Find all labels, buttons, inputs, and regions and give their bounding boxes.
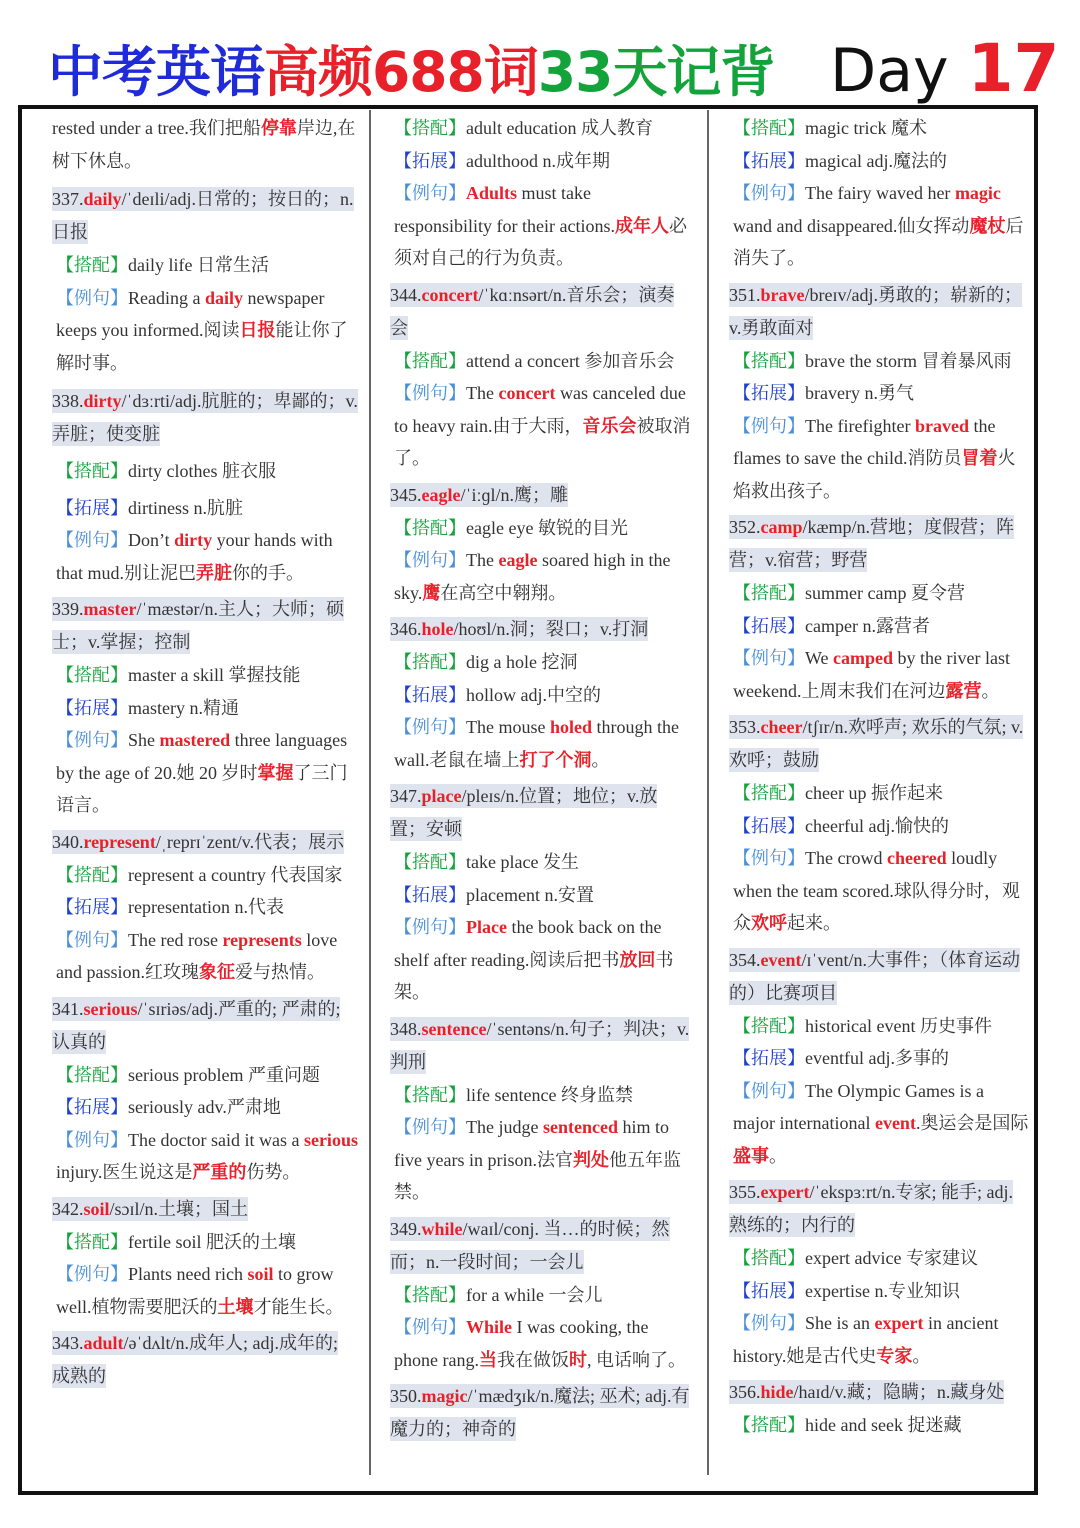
collocation-line: 【搭配】take place 发生 bbox=[394, 852, 579, 872]
extension-line: 【拓展】magical adj.魔法的 bbox=[733, 150, 947, 171]
collocation-line: 【搭配】expert advice 专家建议 bbox=[733, 1248, 978, 1268]
word-entry-347 bbox=[390, 780, 692, 1009]
example-line: 【例句】Place the book back on the shelf after reading.阅读后把书放回书架。 bbox=[394, 917, 674, 1002]
entry-headline: 351.brave/breɪv/adj.勇敢的；崭新的；v.勇敢面对 bbox=[729, 284, 1022, 338]
extension-line: 【拓展】eventful adj.多事的 bbox=[733, 1048, 949, 1068]
entry-headline: 355.expert/ˈekspɜːrt/n.专家; 能手; adj.熟练的；内行的 bbox=[729, 1182, 1014, 1235]
entry-headline: 348.sentence/ˈsentəns/n.句子；判决；v.判刑 bbox=[390, 1018, 690, 1072]
word-entry-346 bbox=[390, 613, 692, 776]
example-line: 【例句】The concert was canceled due to heavy rain.由于大雨，音乐会被取消了。 bbox=[394, 383, 691, 468]
example-line: 【例句】The mouse holed through the wall.老鼠在墙上打了个洞。 bbox=[394, 717, 679, 770]
collocation-line: 【搭配】cheer up 振作起来 bbox=[733, 783, 943, 803]
example-line: 【例句】The firefighter braved the flames to save the child.消防员冒着火焰救出孩子。 bbox=[733, 415, 1016, 501]
collocation-line: 【搭配】master a skill 掌握技能 bbox=[56, 665, 301, 685]
collocation-line: 【搭配】fertile soil 肥沃的土壤 bbox=[56, 1231, 296, 1252]
entry-headline: 338.dirty/ˈdɜːrti/adj.肮脏的；卑鄙的；v.弄脏；使变脏 bbox=[52, 391, 358, 444]
day-label: Day 17 bbox=[830, 30, 1060, 107]
word-entry-353 bbox=[729, 711, 1029, 940]
entry-headline: 346.hole/hoʊl/n.洞；裂口；v.打洞 bbox=[390, 619, 649, 639]
entry-headline: 347.place/pleɪs/n.位置；地位；v.放置；安顿 bbox=[390, 786, 658, 839]
word-entry-354 bbox=[729, 944, 1029, 1173]
collocation-line: 【搭配】serious problem 严重问题 bbox=[56, 1064, 320, 1085]
word-entry-340 bbox=[52, 826, 360, 989]
extension-line: 【拓展】seriously adv.严肃地 bbox=[56, 1097, 281, 1117]
entry-headline: 341.serious/ˈsɪriəs/adj.严重的; 严肃的; 认真的 bbox=[52, 998, 341, 1052]
entry-headline: 352.camp/kæmp/n.营地；度假营；阵营；v.宿营；野营 bbox=[729, 517, 1015, 570]
word-entry-356 bbox=[729, 1376, 1029, 1442]
collocation-line: 【搭配】eagle eye 敏锐的目光 bbox=[394, 517, 628, 538]
entry-headline: 354.event/ɪˈvent/n.大事件；（体育运动的）比赛项目 bbox=[729, 949, 1020, 1003]
word-entry-343 bbox=[52, 1327, 360, 1393]
entry-headline: 344.concert/ˈkɑːnsərt/n.音乐会；演奏会 bbox=[390, 284, 675, 338]
example-line: 【例句】We camped by the river last weekend.上周末我们在河边露营。 bbox=[733, 648, 1011, 701]
example-line: 【例句】The crowd cheered loudly when the team scored.球队得分时，观众欢呼起来。 bbox=[733, 848, 1020, 933]
word-entry-349 bbox=[390, 1213, 692, 1377]
collocation-line: 【搭配】life sentence 终身监禁 bbox=[394, 1084, 633, 1105]
word-entry-339 bbox=[52, 593, 360, 822]
entry-headline: 345.eagle/ˈiːɡl/n.鹰；雕 bbox=[390, 484, 568, 505]
entry-headline: 343.adult/əˈdʌlt/n.成年人; adj.成年的; 成熟的 bbox=[52, 1333, 339, 1386]
word-entry-337 bbox=[52, 183, 360, 379]
word-entry-355 bbox=[729, 1176, 1029, 1372]
extension-line: 【拓展】representation n.代表 bbox=[56, 897, 284, 917]
example-line: 【例句】The fairy waved her magic wand and disappeared.仙女挥动魔杖后消失了。 bbox=[733, 183, 1024, 268]
page-header bbox=[0, 0, 1080, 105]
collocation-line: 【搭配】dirty clothes 脏衣服 bbox=[56, 461, 276, 481]
word-entry-338 bbox=[52, 385, 360, 589]
extension-line: 【拓展】adulthood n.成年期 bbox=[394, 150, 610, 171]
example-line: 【例句】The eagle soared high in the sky.鹰在高空中翱翔。 bbox=[394, 550, 671, 603]
collocation-line: 【搭配】adult education 成人教育 bbox=[394, 118, 653, 138]
extension-line: 【拓展】expertise n.专业知识 bbox=[733, 1280, 960, 1301]
extension-line: 【拓展】dirtiness n.肮脏 bbox=[56, 497, 243, 518]
collocation-line: 【搭配】daily life 日常生活 bbox=[56, 255, 269, 275]
column-divider bbox=[707, 110, 709, 1475]
page-title: 中考英语高频688词33天记背 bbox=[48, 40, 775, 104]
collocation-line: 【搭配】for a while 一会儿 bbox=[394, 1284, 603, 1305]
extension-line: 【拓展】placement n.安置 bbox=[394, 884, 594, 905]
word-entry-341 bbox=[52, 993, 360, 1189]
collocation-line: 【搭配】brave the storm 冒着暴风雨 bbox=[733, 350, 1012, 371]
example-line: 【例句】The judge sentenced him to five years in prison.法官判处他五年监禁。 bbox=[394, 1117, 681, 1202]
example-line: 【例句】Adults must take responsibility for their actions.成年人必须对自己的行为负责。 bbox=[394, 183, 687, 268]
word-entry-348 bbox=[390, 1013, 692, 1209]
collocation-line: 【搭配】represent a country 代表国家 bbox=[56, 864, 343, 885]
extension-line: 【拓展】hollow adj.中空的 bbox=[394, 684, 601, 705]
collocation-line: 【搭配】attend a concert 参加音乐会 bbox=[394, 350, 675, 371]
example-line: 【例句】The doctor said it was a serious injury.医生说这是严重的伤势。 bbox=[56, 1129, 358, 1182]
word-entry-344 bbox=[390, 279, 692, 475]
collocation-line: 【搭配】hide and seek 捉迷藏 bbox=[733, 1415, 962, 1435]
example-line: 【例句】The Olympic Games is a major international event.奥运会是国际盛事。 bbox=[733, 1080, 1029, 1166]
example-line: 【例句】Don’t dirty your hands with that mud.别让泥巴弄脏你的手。 bbox=[56, 530, 333, 583]
word-entry-345 bbox=[390, 479, 692, 610]
collocation-line: 【搭配】magic trick 魔术 bbox=[733, 118, 927, 138]
word-entry-343-cont bbox=[390, 112, 692, 275]
entry-headline: 339.master/ˈmæstər/n.主人；大师；硕士；v.掌握；控制 bbox=[52, 599, 344, 652]
collocation-line: 【搭配】dig a hole 挖洞 bbox=[394, 652, 578, 672]
collocation-line: 【搭配】historical event 历史事件 bbox=[733, 1015, 992, 1036]
word-entry-350-cont bbox=[729, 112, 1029, 275]
column-divider bbox=[369, 110, 371, 1475]
word-entry-351 bbox=[729, 279, 1029, 508]
word-entry-350 bbox=[390, 1380, 692, 1446]
example-line: 【例句】While I was cooking, the phone rang.当我在做饭时, 电话响了。 bbox=[394, 1317, 686, 1370]
example-line: 【例句】The red rose represents love and passion.红玫瑰象征爱与热情。 bbox=[56, 929, 338, 982]
example-line: 【例句】Reading a daily newspaper keeps you informed.阅读日报能让你了解时事。 bbox=[56, 287, 348, 373]
column-3 bbox=[729, 112, 1029, 1444]
example-line: 【例句】She is an expert in ancient history.她是古代史专家。 bbox=[733, 1313, 999, 1366]
continued-text: rested under a tree.我们把船停靠岸边,在树下休息。 bbox=[52, 118, 356, 171]
column-1 bbox=[52, 112, 360, 1395]
day-number: 17 bbox=[967, 30, 1060, 107]
word-entry-352 bbox=[729, 511, 1029, 707]
extension-line: 【拓展】camper n.露营者 bbox=[733, 615, 930, 636]
example-line: 【例句】She mastered three languages by the age of 20.她 20 岁时掌握了三门语言。 bbox=[56, 730, 348, 815]
extension-line: 【拓展】cheerful adj.愉快的 bbox=[733, 815, 949, 836]
collocation-line: 【搭配】summer camp 夏令营 bbox=[733, 583, 965, 603]
word-entry-342 bbox=[52, 1193, 360, 1324]
extension-line: 【拓展】mastery n.精通 bbox=[56, 697, 239, 718]
entry-headline: 350.magic/ˈmædʒɪk/n.魔法; 巫术; adj.有魔力的；神奇的 bbox=[390, 1386, 690, 1439]
entry-headline: 349.while/waɪl/conj. 当…的时候；然而；n.一段时间；一会儿 bbox=[390, 1218, 670, 1272]
entry-headline: 353.cheer/tʃɪr/n.欢呼声; 欢乐的气氛; v.欢呼；鼓励 bbox=[729, 717, 1024, 770]
entry-headline: 337.daily/ˈdeɪli/adj.日常的；按日的；n.日报 bbox=[52, 189, 354, 242]
entry-headline: 356.hide/haɪd/v.藏；隐瞒；n.藏身处 bbox=[729, 1382, 1005, 1402]
extension-line: 【拓展】bravery n.勇气 bbox=[733, 383, 914, 403]
column-2 bbox=[390, 112, 692, 1448]
entry-headline: 340.represent/ˌreprɪˈzent/v.代表；展示 bbox=[52, 831, 345, 852]
example-line: 【例句】Plants need rich soil to grow well.植物需要肥沃的土壤才能生长。 bbox=[56, 1264, 344, 1317]
entry-headline: 342.soil/sɔɪl/n.土壤；国土 bbox=[52, 1198, 249, 1219]
